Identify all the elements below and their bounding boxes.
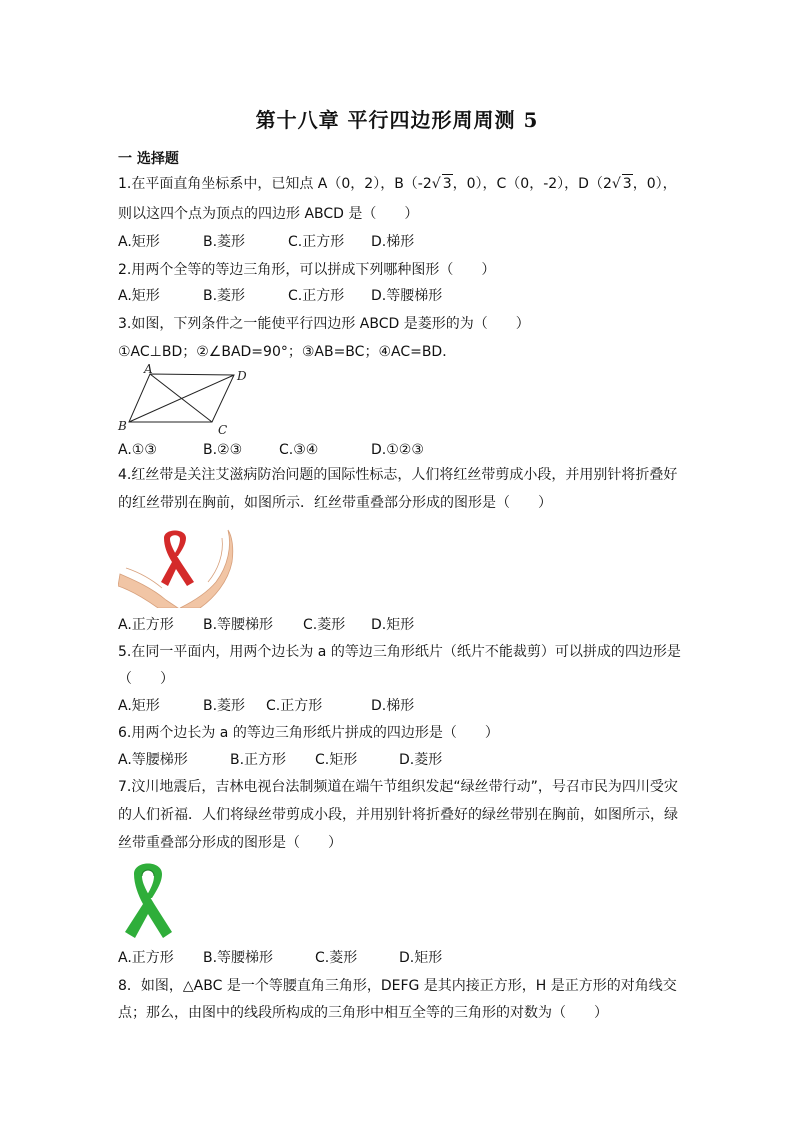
q6-option-a: A.等腰梯形 [118, 752, 188, 768]
green-ribbon [125, 864, 172, 939]
question-4-line-2: 的红丝带别在胸前，如图所示．红丝带重叠部分形成的图形是（ ） [118, 495, 552, 511]
q2-option-d: D.等腰梯形 [371, 288, 443, 304]
diagonal-ac [150, 374, 212, 422]
q6-option-d: D.菱形 [399, 752, 443, 768]
question-7-line-1: 7.汶川地震后，吉林电视台法制频道在端午节组织发起“绿丝带行动”，号召市民为四川受灾 [118, 779, 678, 795]
question-2: 2.用两个全等的等边三角形，可以拼成下列哪种图形（ ） [118, 262, 496, 278]
question-8-line-2: 点；那么，由图中的线段所构成的三角形中相互全等的三角形的对数为（ ） [118, 1005, 608, 1021]
q5-option-d: D.梯形 [371, 698, 415, 714]
sqrt-symbol: √ 3 [431, 176, 452, 192]
q3-option-a: A.①③ [118, 442, 157, 458]
question-3-conditions: ①AC⊥BD；②∠BAD=90°；③AB=BC；④AC=BD． [118, 344, 457, 360]
vertex-label-b: B [118, 419, 127, 433]
q2-option-c: C.正方形 [288, 288, 345, 304]
q5-option-a: A.矩形 [118, 698, 160, 714]
vertex-label-c: C [218, 423, 228, 437]
parallelogram-figure [112, 364, 262, 438]
red-ribbon [161, 531, 194, 587]
q1-option-c: C.正方形 [288, 234, 345, 250]
q4-option-d: D.矩形 [371, 617, 415, 633]
question-1-line-1: 1.在平面直角坐标系中，已知点 A（0，2），B（-2√ 3，0），C（0，-2），D（2√ 3，0）， [118, 176, 677, 192]
q7-option-b: B.等腰梯形 [203, 950, 274, 966]
q4-option-b: B.等腰梯形 [203, 617, 274, 633]
q1-option-a: A.矩形 [118, 234, 160, 250]
question-5-line-2: （ ） [118, 671, 174, 687]
question-8-line-1: 8．如图，△ABC 是一个等腰直角三角形，DEFG 是其内接正方形，H 是正方形的对角线交 [118, 978, 677, 994]
green-ribbon-image [118, 858, 178, 942]
page-title: 第十八章 平行四边形周周测 5 [255, 108, 539, 132]
question-1-line-2: 则以这四个点为顶点的四边形 ABCD 是（ ） [118, 206, 419, 222]
q7-option-a: A.正方形 [118, 950, 174, 966]
q2-option-b: B.菱形 [203, 288, 246, 304]
q7-option-d: D.矩形 [399, 950, 443, 966]
q6-option-b: B.正方形 [230, 752, 287, 768]
q5-option-b: B.菱形 [203, 698, 246, 714]
question-6: 6.用两个边长为 a 的等边三角形纸片拼成的四边形是（ ） [118, 725, 499, 741]
sqrt-symbol: √ 3 [611, 176, 632, 192]
question-7-line-3: 丝带重叠部分形成的图形是（ ） [118, 835, 342, 851]
red-ribbon-hands-image [118, 524, 236, 608]
vertex-label-a: A [144, 364, 153, 376]
question-3: 3.如图，下列条件之一能使平行四边形 ABCD 是菱形的为（ ） [118, 316, 530, 332]
section-heading: 一 选择题 [118, 151, 179, 167]
vertex-label-d: D [237, 369, 247, 383]
q7-option-c: C.菱形 [315, 950, 358, 966]
q3-option-c: C.③④ [279, 442, 319, 458]
question-4-line-1: 4.红丝带是关注艾滋病防治问题的国际性标志，人们将红丝带剪成小段，并用别针将折叠好 [118, 467, 678, 483]
diagonal-bd [129, 375, 234, 422]
q1-option-b: B.菱形 [203, 234, 246, 250]
question-7-line-2: 的人们祈福．人们将绿丝带剪成小段，并用别针将折叠好的绿丝带别在胸前，如图所示，绿 [118, 807, 678, 823]
q5-option-c: C.正方形 [266, 698, 323, 714]
q1-option-d: D.梯形 [371, 234, 415, 250]
q3-option-d: D.①②③ [371, 442, 424, 458]
q4-option-a: A.正方形 [118, 617, 174, 633]
q4-option-c: C.菱形 [303, 617, 346, 633]
q3-option-b: B.②③ [203, 442, 243, 458]
q2-option-a: A.矩形 [118, 288, 160, 304]
q6-option-c: C.矩形 [315, 752, 358, 768]
question-5-line-1: 5.在同一平面内，用两个边长为 a 的等边三角形纸片（纸片不能裁剪）可以拼成的四边形是 [118, 644, 681, 660]
